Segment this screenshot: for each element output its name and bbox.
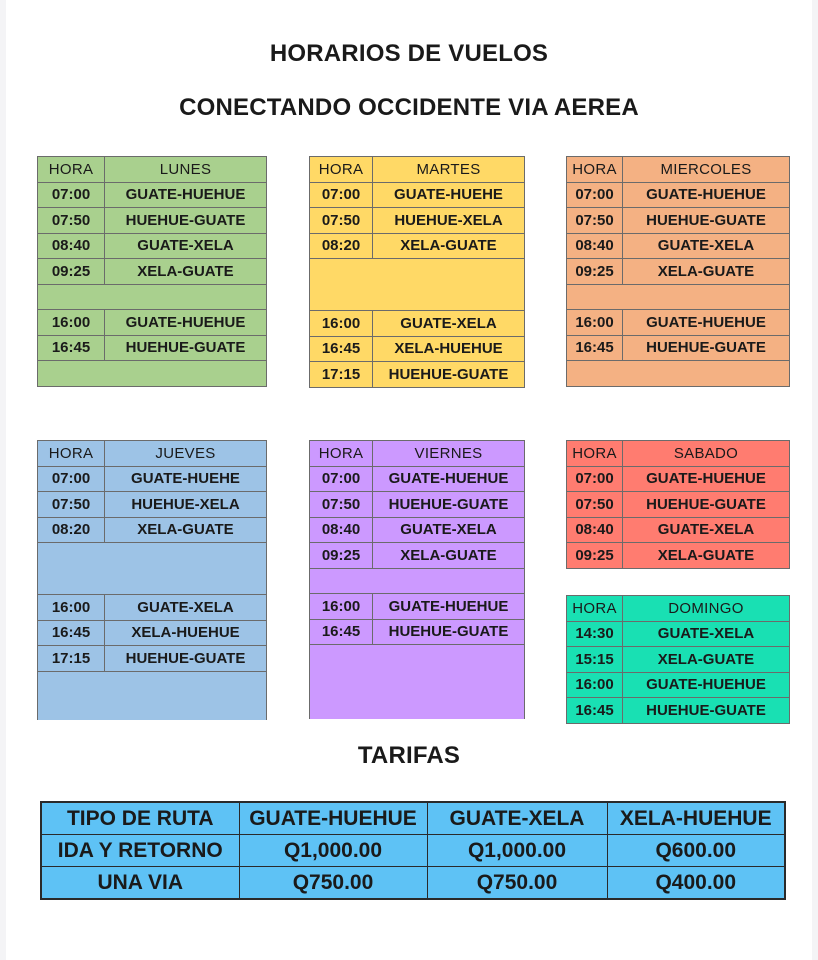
flight-route: HUEHUE-GUATE bbox=[623, 208, 790, 234]
flight-time: 07:00 bbox=[567, 466, 623, 492]
flight-time: 07:50 bbox=[38, 208, 105, 234]
flight-route: XELA-GUATE bbox=[105, 259, 267, 285]
flight-route: GUATE-HUEHUE bbox=[105, 310, 267, 336]
flight-time: 09:25 bbox=[567, 259, 623, 285]
fare-value: Q1,000.00 bbox=[239, 835, 427, 867]
fare-value: Q1,000.00 bbox=[427, 835, 607, 867]
flight-schedule-page bbox=[6, 0, 812, 960]
schedule-miercoles bbox=[566, 156, 790, 387]
fare-value: Q400.00 bbox=[607, 867, 785, 900]
flight-time: 07:00 bbox=[38, 182, 105, 208]
flight-route: XELA-HUEHUE bbox=[105, 620, 267, 646]
flight-route: HUEHUE-GUATE bbox=[373, 492, 525, 518]
day-header: DOMINGO bbox=[623, 596, 790, 622]
flight-time: 07:50 bbox=[310, 208, 373, 234]
flight-time: 17:15 bbox=[310, 362, 373, 388]
flight-time: 16:00 bbox=[38, 595, 105, 621]
fare-type: IDA Y RETORNO bbox=[41, 835, 239, 867]
flight-route: HUEHUE-GUATE bbox=[373, 362, 525, 388]
day-header: MARTES bbox=[373, 157, 525, 183]
schedule-viernes bbox=[309, 440, 525, 719]
hora-header: HORA bbox=[38, 441, 105, 467]
fares-table bbox=[40, 801, 786, 900]
flight-route: GUATE-XELA bbox=[623, 517, 790, 543]
flight-route: GUATE-HUEHE bbox=[105, 466, 267, 492]
schedule-gap bbox=[310, 259, 525, 311]
schedule-jueves bbox=[37, 440, 267, 720]
fare-value: Q750.00 bbox=[427, 867, 607, 900]
flight-route: GUATE-HUEHUE bbox=[623, 182, 790, 208]
hora-header: HORA bbox=[310, 157, 373, 183]
day-header: LUNES bbox=[105, 157, 267, 183]
schedule-gap bbox=[38, 361, 267, 387]
flight-route: GUATE-HUEHUE bbox=[623, 672, 790, 698]
hora-header: HORA bbox=[567, 157, 623, 183]
flight-time: 07:00 bbox=[310, 182, 373, 208]
flight-route: GUATE-XELA bbox=[105, 233, 267, 259]
flight-time: 07:00 bbox=[310, 466, 373, 492]
flight-route: HUEHUE-XELA bbox=[373, 208, 525, 234]
page-title: HORARIOS DE VUELOS bbox=[269, 40, 549, 67]
flight-time: 16:45 bbox=[567, 698, 623, 724]
fare-value: Q750.00 bbox=[239, 867, 427, 900]
flight-route: HUEHUE-GUATE bbox=[105, 208, 267, 234]
flight-route: GUATE-XELA bbox=[623, 233, 790, 259]
schedule-lunes bbox=[37, 156, 267, 387]
flight-route: GUATE-XELA bbox=[373, 311, 525, 337]
flight-route: XELA-GUATE bbox=[623, 647, 790, 673]
hora-header: HORA bbox=[38, 157, 105, 183]
fare-type: UNA VIA bbox=[41, 867, 239, 900]
flight-time: 07:50 bbox=[567, 492, 623, 518]
flight-time: 08:40 bbox=[310, 517, 373, 543]
flight-time: 08:40 bbox=[567, 233, 623, 259]
fares-header: GUATE-HUEHUE bbox=[239, 802, 427, 835]
flight-time: 16:45 bbox=[38, 620, 105, 646]
flight-route: GUATE-HUEHUE bbox=[623, 310, 790, 336]
flight-time: 16:45 bbox=[38, 335, 105, 361]
hora-header: HORA bbox=[310, 441, 373, 467]
flight-route: XELA-GUATE bbox=[623, 259, 790, 285]
flight-time: 16:45 bbox=[310, 619, 373, 645]
schedule-gap bbox=[310, 645, 525, 720]
flight-route: GUATE-HUEHUE bbox=[105, 182, 267, 208]
schedule-sabado bbox=[566, 440, 790, 569]
flight-time: 16:00 bbox=[38, 310, 105, 336]
flight-route: HUEHUE-GUATE bbox=[623, 335, 790, 361]
day-header: VIERNES bbox=[373, 441, 525, 467]
schedule-gap bbox=[567, 361, 790, 387]
flight-route: XELA-GUATE bbox=[623, 543, 790, 569]
flight-route: HUEHUE-GUATE bbox=[623, 698, 790, 724]
flight-route: XELA-GUATE bbox=[373, 233, 525, 259]
flight-time: 08:20 bbox=[38, 517, 105, 543]
flight-time: 09:25 bbox=[567, 543, 623, 569]
fare-value: Q600.00 bbox=[607, 835, 785, 867]
flight-time: 16:00 bbox=[310, 311, 373, 337]
schedule-gap bbox=[38, 671, 267, 720]
schedule-martes bbox=[309, 156, 525, 388]
flight-route: HUEHUE-GUATE bbox=[373, 619, 525, 645]
flight-route: XELA-GUATE bbox=[105, 517, 267, 543]
flight-route: GUATE-XELA bbox=[373, 517, 525, 543]
flight-route: GUATE-HUEHUE bbox=[373, 466, 525, 492]
flight-time: 09:25 bbox=[38, 259, 105, 285]
flight-time: 07:00 bbox=[567, 182, 623, 208]
flight-time: 07:00 bbox=[38, 466, 105, 492]
flight-time: 16:00 bbox=[567, 310, 623, 336]
day-header: MIERCOLES bbox=[623, 157, 790, 183]
schedule-gap bbox=[567, 284, 790, 310]
fares-header: XELA-HUEHUE bbox=[607, 802, 785, 835]
flight-time: 16:45 bbox=[567, 335, 623, 361]
flight-time: 16:00 bbox=[310, 594, 373, 620]
flight-time: 07:50 bbox=[310, 492, 373, 518]
schedule-gap bbox=[310, 568, 525, 594]
flight-route: HUEHUE-GUATE bbox=[105, 646, 267, 672]
fares-title: TARIFAS bbox=[357, 742, 461, 769]
schedule-domingo bbox=[566, 595, 790, 724]
schedule-gap bbox=[38, 284, 267, 310]
flight-time: 17:15 bbox=[38, 646, 105, 672]
flight-route: HUEHUE-GUATE bbox=[623, 492, 790, 518]
flight-route: GUATE-HUEHE bbox=[373, 182, 525, 208]
flight-route: XELA-GUATE bbox=[373, 543, 525, 569]
flight-route: GUATE-XELA bbox=[623, 621, 790, 647]
schedule-gap bbox=[38, 543, 267, 595]
day-header: JUEVES bbox=[105, 441, 267, 467]
flight-time: 16:45 bbox=[310, 336, 373, 362]
flight-time: 15:15 bbox=[567, 647, 623, 673]
fares-header: GUATE-XELA bbox=[427, 802, 607, 835]
flight-time: 07:50 bbox=[567, 208, 623, 234]
flight-time: 09:25 bbox=[310, 543, 373, 569]
flight-time: 08:20 bbox=[310, 233, 373, 259]
page-subtitle: CONECTANDO OCCIDENTE VIA AEREA bbox=[179, 94, 639, 121]
day-header: SABADO bbox=[623, 441, 790, 467]
flight-route: GUATE-HUEHUE bbox=[373, 594, 525, 620]
flight-route: HUEHUE-XELA bbox=[105, 492, 267, 518]
fares-header: TIPO DE RUTA bbox=[41, 802, 239, 835]
flight-route: GUATE-HUEHUE bbox=[623, 466, 790, 492]
flight-time: 08:40 bbox=[567, 517, 623, 543]
flight-route: XELA-HUEHUE bbox=[373, 336, 525, 362]
hora-header: HORA bbox=[567, 441, 623, 467]
flight-time: 16:00 bbox=[567, 672, 623, 698]
hora-header: HORA bbox=[567, 596, 623, 622]
flight-route: HUEHUE-GUATE bbox=[105, 335, 267, 361]
flight-time: 07:50 bbox=[38, 492, 105, 518]
flight-time: 14:30 bbox=[567, 621, 623, 647]
flight-time: 08:40 bbox=[38, 233, 105, 259]
flight-route: GUATE-XELA bbox=[105, 595, 267, 621]
